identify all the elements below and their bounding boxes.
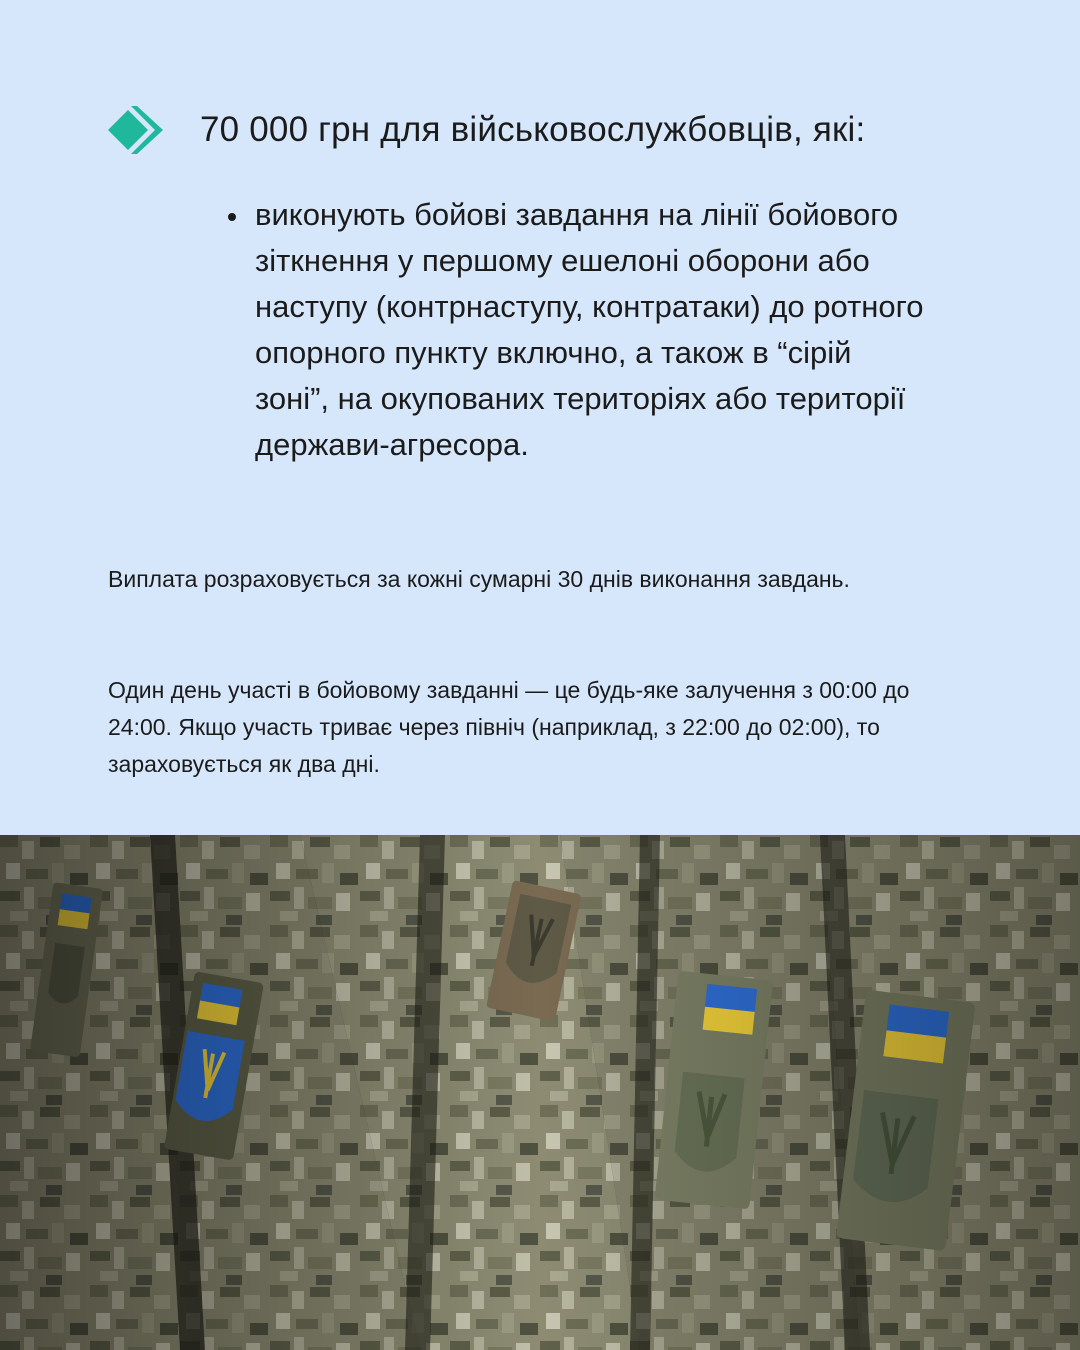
heading-title: 70 000 грн для військовослужбовців, які:	[200, 110, 866, 149]
bullet-dot	[228, 213, 236, 221]
bullet-list-item	[228, 192, 928, 468]
heading-row	[108, 104, 865, 156]
bullet-text: виконують бойові завдання на лінії бойового зіткнення у першому ешелоні оборони або наступу (контрнаступу, контратаки) до ротного опорного пункту включно, а також в “сірій зоні”, на окупованих територіях або території держави-агресора.	[255, 197, 924, 462]
military-uniform-sleeves-photo	[0, 835, 1080, 1350]
double-chevron-diamond-icon	[108, 104, 166, 156]
paragraph-day-definition: Один день участі в бойовому завданні — це будь-яке залучення з 00:00 до 24:00. Якщо участь триває через північ (наприклад, з 22:00 до 02:00), то зараховується як два дні.	[108, 677, 910, 777]
paragraph-payment-basis: Виплата розраховується за кожні сумарні 30 днів виконання завдань.	[108, 566, 850, 592]
